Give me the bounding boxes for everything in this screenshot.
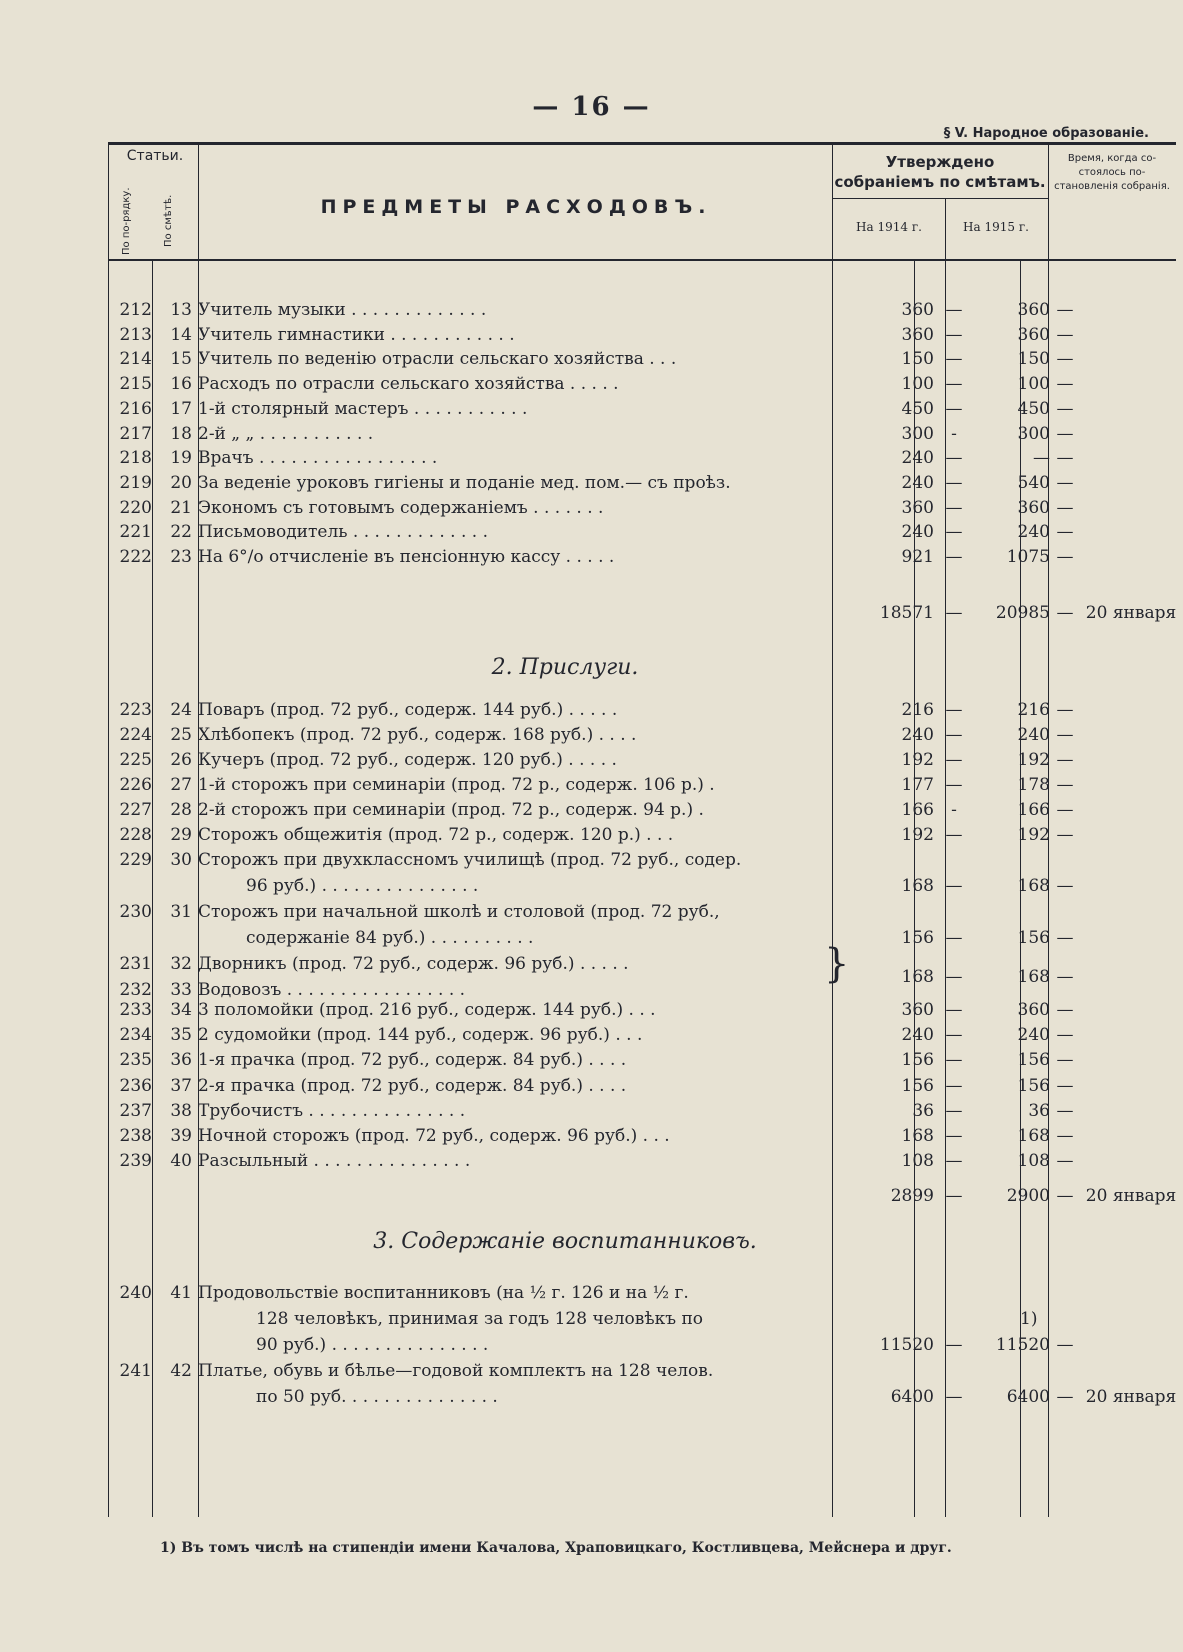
row-number: 221 (119, 522, 152, 543)
value-1914: 36 (912, 1100, 934, 1121)
table-row-continuation (108, 1306, 1176, 1332)
estimate-number: 20 (170, 472, 192, 493)
section-label: § V. Народное образованіе. (943, 126, 1149, 141)
value-1914: 177 (901, 775, 934, 795)
total-row-1 (108, 600, 1176, 626)
estimate-number: 36 (170, 1050, 192, 1071)
table-row (108, 1047, 1176, 1073)
kop-1914: — (945, 825, 963, 845)
kop-1915: — (1056, 1335, 1074, 1355)
row-number: 224 (119, 725, 152, 745)
footnote: 1) Въ томъ числѣ на стипендіи имени Качалова, Храповицкаго, Костливцева, Мейснера и друг. (160, 1540, 952, 1556)
row-number: 212 (119, 300, 152, 320)
footnote-mark: 1) (1020, 1309, 1038, 1329)
row-description: Водовозъ . . . . . . . . . . . . . . . . . (198, 980, 466, 1000)
row-number: 219 (119, 472, 152, 493)
total-1915-kop: — (1056, 603, 1074, 623)
kop-1914: — (945, 1000, 963, 1020)
value-1914: 11520 (879, 1335, 934, 1355)
value-1914: 360 (901, 1000, 934, 1020)
kop-1914: — (945, 448, 963, 469)
row-number: 236 (119, 1075, 152, 1096)
table-row (108, 371, 1176, 397)
kop-1915: — (1056, 547, 1074, 567)
row-description-cont: 128 человѣкъ, принимая за годъ 128 человѣкъ по (256, 1309, 704, 1329)
kop-1914: — (945, 349, 963, 370)
value-1914: 166 (901, 800, 934, 820)
table-row-continuation (108, 1332, 1176, 1358)
header-by-estimate: По смѣтѣ. (163, 194, 174, 248)
estimate-number: 28 (170, 800, 192, 820)
estimate-number: 27 (170, 775, 192, 795)
subsection-heading-servants: 2. Прислуги. (491, 655, 639, 680)
value-1915: 360 (1017, 1000, 1050, 1020)
resolution-date: 20 января (1085, 603, 1177, 623)
value-1915: 156 (1017, 1050, 1050, 1071)
value-1915: 100 (1017, 374, 1050, 395)
total-row-2 (108, 1183, 1176, 1209)
total-1914: 18571 (879, 603, 934, 623)
estimate-number: 21 (170, 497, 192, 518)
row-description: 1-я прачка (прод. 72 руб., содерж. 84 руб.) . . . . (198, 1050, 627, 1071)
estimate-number: 30 (170, 850, 192, 870)
table-row (108, 697, 1176, 723)
estimate-number: 41 (170, 1283, 192, 1303)
row-description-cont: 90 руб.) . . . . . . . . . . . . . . . (256, 1335, 489, 1355)
kop-1915: — (1056, 876, 1074, 896)
kop-1914: — (945, 1126, 963, 1146)
value-1915: 240 (1017, 522, 1050, 543)
kop-1914: — (945, 700, 963, 720)
total-1915: 2900 (1006, 1186, 1050, 1206)
estimate-number: 37 (170, 1075, 192, 1096)
row-description: Сторожъ общежитія (прод. 72 р., содерж. 120 р.) . . . (198, 825, 674, 845)
table-row (108, 822, 1176, 848)
estimate-number: 15 (170, 349, 192, 370)
kop-1915: — (1056, 1075, 1074, 1096)
kop-1915: — (1056, 349, 1074, 370)
row-description: Трубочистъ . . . . . . . . . . . . . . . (198, 1100, 466, 1121)
row-description: Платье, обувь и бѣлье—годовой комплектъ на 128 челов. (198, 1361, 714, 1381)
row-number: 228 (119, 825, 152, 845)
row-number: 213 (119, 324, 152, 345)
kop-1915: — (1056, 374, 1074, 395)
row-number: 220 (119, 497, 152, 518)
kop-1914: - (951, 800, 957, 820)
kop-1915: — (1056, 448, 1074, 469)
value-1914: 156 (901, 928, 934, 948)
value-1915: 168 (1017, 967, 1050, 987)
value-1915: 300 (1017, 423, 1050, 444)
estimate-number: 16 (170, 374, 192, 395)
value-1914: 100 (901, 374, 934, 395)
estimate-number: 31 (170, 902, 192, 922)
row-description: Поваръ (прод. 72 руб., содерж. 144 руб.) . . . . . (198, 700, 618, 720)
total-1914-kop: — (945, 603, 963, 623)
row-description: 1-й столярный мастеръ . . . . . . . . . . . (198, 398, 528, 419)
row-description: 2-й сторожъ при семинаріи (прод. 72 р., содерж. 94 р.) . (198, 800, 704, 820)
row-description: 1-й сторожъ при семинаріи (прод. 72 р., содерж. 106 р.) . (198, 775, 715, 795)
value-1914: 156 (901, 1075, 934, 1096)
kop-1914: — (945, 1075, 963, 1096)
row-description: Расходъ по отрасли сельскаго хозяйства . . . . . (198, 374, 619, 395)
kop-1915: — (1056, 398, 1074, 419)
value-1915: 360 (1017, 300, 1050, 320)
row-description: Учитель гимнастики . . . . . . . . . . . . (198, 324, 515, 345)
header-year-1915: На 1915 г. (963, 220, 1029, 234)
row-description: 2-я прачка (прод. 72 руб., содерж. 84 руб.) . . . . (198, 1075, 627, 1096)
group-brace: } (824, 941, 850, 987)
row-number: 226 (119, 775, 152, 795)
table-row (108, 445, 1176, 471)
value-1914: 360 (901, 300, 934, 320)
estimate-number: 33 (170, 980, 192, 1000)
table-row (108, 1073, 1176, 1099)
row-number: 217 (119, 423, 152, 444)
row-number: 218 (119, 448, 152, 469)
kop-1914: — (945, 522, 963, 543)
kop-1914: — (945, 1025, 963, 1046)
row-number: 239 (119, 1151, 152, 1172)
row-description: Экономъ съ готовымъ содержаніемъ . . . . . . . (198, 497, 604, 518)
estimate-number: 40 (170, 1151, 192, 1172)
table-row (108, 297, 1176, 323)
kop-1914: — (945, 1151, 963, 1172)
kop-1914: — (945, 967, 963, 987)
table-header-rule (108, 259, 1176, 261)
value-1914: 192 (901, 825, 934, 845)
value-1915: 156 (1017, 928, 1050, 948)
row-number: 235 (119, 1050, 152, 1071)
estimate-number: 29 (170, 825, 192, 845)
value-1914: 300 (901, 423, 934, 444)
value-1915: 1075 (1006, 547, 1050, 567)
kop-1915: — (1056, 300, 1074, 320)
kop-1915: — (1056, 324, 1074, 345)
row-number: 237 (119, 1100, 152, 1121)
row-description: За веденіе уроковъ гигіены и поданіе мед. пом.— съ проѣз. (198, 472, 731, 493)
table-row (108, 722, 1176, 748)
row-description: Врачъ . . . . . . . . . . . . . . . . . (198, 448, 438, 469)
estimate-number: 18 (170, 423, 192, 444)
row-description-cont: содержаніе 84 руб.) . . . . . . . . . . (246, 928, 534, 948)
kop-1914: — (945, 547, 963, 567)
value-1914: 216 (901, 700, 934, 720)
kop-1914: — (945, 300, 963, 320)
estimate-number: 22 (170, 522, 192, 543)
table-row (108, 1123, 1176, 1149)
header-by-order: По по-рядку. (121, 187, 132, 255)
total-1915: 20985 (995, 603, 1050, 623)
row-number: 240 (119, 1283, 152, 1303)
value-1915: 11520 (995, 1335, 1050, 1355)
table-row (108, 519, 1176, 545)
kop-1914: — (945, 472, 963, 493)
row-description: На 6°/о отчисленіе въ пенсіонную кассу . . . . . (198, 547, 615, 567)
value-1914: 150 (901, 349, 934, 370)
row-number: 233 (119, 1000, 152, 1020)
table-row-continuation (108, 1384, 1176, 1410)
total-1915-kop: — (1056, 1186, 1074, 1206)
row-description-cont: по 50 руб. . . . . . . . . . . . . . . (256, 1387, 498, 1407)
table-row (108, 396, 1176, 422)
row-description: Ночной сторожъ (прод. 72 руб., содерж. 96 руб.) . . . (198, 1126, 670, 1146)
table-row (108, 544, 1176, 570)
table-row (108, 747, 1176, 773)
table-row (108, 772, 1176, 798)
row-number: 227 (119, 800, 152, 820)
table-row (108, 797, 1176, 823)
value-1915: 178 (1017, 775, 1050, 795)
value-1914: 168 (901, 876, 934, 896)
value-1914: 108 (901, 1151, 934, 1172)
row-number: 229 (119, 850, 152, 870)
table-row (108, 997, 1176, 1023)
value-1914: 450 (901, 398, 934, 419)
row-number: 231 (119, 954, 152, 974)
row-description: Разсыльный . . . . . . . . . . . . . . . (198, 1151, 471, 1172)
value-1914: 360 (901, 324, 934, 345)
kop-1915: — (1056, 472, 1074, 493)
value-1915: 168 (1017, 876, 1050, 896)
estimate-number: 34 (170, 1000, 192, 1020)
value-1915: 450 (1017, 398, 1050, 419)
kop-1915: — (1056, 1151, 1074, 1172)
value-1915: 360 (1017, 324, 1050, 345)
row-number: 238 (119, 1126, 152, 1146)
kop-1914: — (945, 1335, 963, 1355)
row-description: Продовольствіе воспитанниковъ (на ½ г. 126 и на ½ г. (198, 1283, 689, 1303)
estimate-number: 39 (170, 1126, 192, 1146)
row-number: 232 (119, 980, 152, 1000)
row-description: Сторожъ при двухклассномъ училищѣ (прод. 72 руб., содер. (198, 850, 742, 870)
kop-1915: — (1056, 825, 1074, 845)
value-1915: 192 (1017, 825, 1050, 845)
table-row (108, 495, 1176, 521)
row-description: Хлѣбопекъ (прод. 72 руб., содерж. 168 руб.) . . . . (198, 725, 637, 745)
estimate-number: 13 (170, 300, 192, 320)
row-number: 234 (119, 1025, 152, 1046)
table-row (108, 847, 1176, 873)
kop-1915: — (1056, 700, 1074, 720)
total-1914: 2899 (890, 1186, 934, 1206)
kop-1915: — (1056, 1387, 1074, 1407)
row-description: Письмоводитель . . . . . . . . . . . . . (198, 522, 489, 543)
value-1914: 168 (901, 967, 934, 987)
value-1915: 192 (1017, 750, 1050, 770)
header-articles: Статьи. (126, 148, 184, 164)
value-1915: 150 (1017, 349, 1050, 370)
table-row (108, 1358, 1176, 1384)
value-1914: 360 (901, 497, 934, 518)
value-1915: 240 (1017, 1025, 1050, 1046)
resolution-date: 20 января (1085, 1186, 1177, 1206)
table-top-rule (108, 142, 1176, 145)
row-description: 2 судомойки (прод. 144 руб., содерж. 96 руб.) . . . (198, 1025, 643, 1046)
kop-1915: — (1056, 1126, 1074, 1146)
value-1915: 240 (1017, 725, 1050, 745)
row-description: Сторожъ при начальной школѣ и столовой (прод. 72 руб., (198, 902, 720, 922)
kop-1915: — (1056, 725, 1074, 745)
estimate-number: 19 (170, 448, 192, 469)
row-number: 241 (119, 1361, 152, 1381)
table-row (108, 1280, 1176, 1306)
table-row (108, 470, 1176, 496)
row-number: 214 (119, 349, 152, 370)
estimate-number: 42 (170, 1361, 192, 1381)
estimate-number: 23 (170, 547, 192, 567)
kop-1914: - (951, 423, 957, 444)
estimate-number: 24 (170, 700, 192, 720)
value-1914: 6400 (890, 1387, 934, 1407)
kop-1914: — (945, 398, 963, 419)
row-number: 230 (119, 902, 152, 922)
kop-1914: — (945, 374, 963, 395)
kop-1915: — (1056, 928, 1074, 948)
row-description: Дворникъ (прод. 72 руб., содерж. 96 руб.) . . . . . (198, 954, 629, 974)
value-1915: 108 (1017, 1151, 1050, 1172)
kop-1915: — (1056, 497, 1074, 518)
row-number: 223 (119, 700, 152, 720)
row-number: 225 (119, 750, 152, 770)
value-1914: 156 (901, 1050, 934, 1071)
value-1914: 240 (901, 522, 934, 543)
kop-1915: — (1056, 1050, 1074, 1071)
estimate-number: 14 (170, 324, 192, 345)
value-1915: 156 (1017, 1075, 1050, 1096)
estimate-number: 32 (170, 954, 192, 974)
value-1914: 921 (901, 547, 934, 567)
value-1915: 540 (1017, 472, 1050, 493)
row-number: 215 (119, 374, 152, 395)
kop-1914: — (945, 775, 963, 795)
kop-1914: — (945, 1100, 963, 1121)
row-description-cont: 96 руб.) . . . . . . . . . . . . . . . (246, 876, 479, 896)
estimate-number: 26 (170, 750, 192, 770)
total-1914-kop: — (945, 1186, 963, 1206)
page-number: — 16 — (532, 92, 651, 122)
table-row (108, 346, 1176, 372)
table-row (108, 1148, 1176, 1174)
kop-1914: — (945, 876, 963, 896)
estimate-number: 38 (170, 1100, 192, 1121)
value-1914: 192 (901, 750, 934, 770)
row-number: 222 (119, 547, 152, 567)
table-row (108, 899, 1176, 925)
value-1915: — (1033, 448, 1050, 469)
table-row-continuation (108, 873, 1176, 899)
value-1915: 36 (1028, 1100, 1050, 1121)
kop-1914: — (945, 497, 963, 518)
kop-1914: — (945, 1387, 963, 1407)
kop-1915: — (1056, 967, 1074, 987)
kop-1914: — (945, 928, 963, 948)
kop-1915: — (1056, 1025, 1074, 1046)
value-1915: 168 (1017, 1126, 1050, 1146)
estimate-number: 25 (170, 725, 192, 745)
header-title: ПРЕДМЕТЫ РАСХОДОВЪ. (320, 196, 712, 218)
table-row (108, 322, 1176, 348)
table-row (108, 1098, 1176, 1124)
value-1914: 240 (901, 448, 934, 469)
estimate-number: 35 (170, 1025, 192, 1046)
kop-1915: — (1056, 1000, 1074, 1020)
kop-1914: — (945, 750, 963, 770)
kop-1915: — (1056, 800, 1074, 820)
resolution-date: 20 января (1085, 1387, 1177, 1407)
approved-sub-rule (832, 198, 1048, 199)
value-1915: 360 (1017, 497, 1050, 518)
subsection-heading-pupils: 3. Содержаніе воспитанниковъ. (373, 1229, 757, 1254)
kop-1914: — (945, 725, 963, 745)
table-row-continuation (108, 925, 1176, 951)
value-1914: 240 (901, 725, 934, 745)
row-description: Учитель музыки . . . . . . . . . . . . . (198, 300, 487, 320)
value-1914: 240 (901, 1025, 934, 1046)
kop-1915: — (1056, 522, 1074, 543)
value-1915: 6400 (1006, 1387, 1050, 1407)
kop-1914: — (945, 324, 963, 345)
row-description: 2-й „ „ . . . . . . . . . . . (198, 423, 374, 444)
table-row (108, 421, 1176, 447)
estimate-number: 17 (170, 398, 192, 419)
row-description: Кучеръ (прод. 72 руб., содерж. 120 руб.) . . . . . (198, 750, 617, 770)
row-description: 3 поломойки (прод. 216 руб., содерж. 144 руб.) . . . (198, 1000, 656, 1020)
header-approved: Утверждено собраніемъ по смѣтамъ. (834, 153, 1046, 191)
kop-1914: — (945, 1050, 963, 1071)
table-row (108, 1022, 1176, 1048)
header-time: Время, когда со-стоялось по-становленія собранія. (1054, 153, 1170, 192)
kop-1915: — (1056, 423, 1074, 444)
header-year-1914: На 1914 г. (856, 220, 922, 234)
row-description: Учитель по веденію отрасли сельскаго хозяйства . . . (198, 349, 677, 370)
kop-1915: — (1056, 750, 1074, 770)
row-number: 216 (119, 398, 152, 419)
value-1915: 216 (1017, 700, 1050, 720)
group-values-row (108, 964, 1176, 990)
value-1914: 168 (901, 1126, 934, 1146)
kop-1915: — (1056, 775, 1074, 795)
value-1914: 240 (901, 472, 934, 493)
value-1915: 166 (1017, 800, 1050, 820)
kop-1915: — (1056, 1100, 1074, 1121)
